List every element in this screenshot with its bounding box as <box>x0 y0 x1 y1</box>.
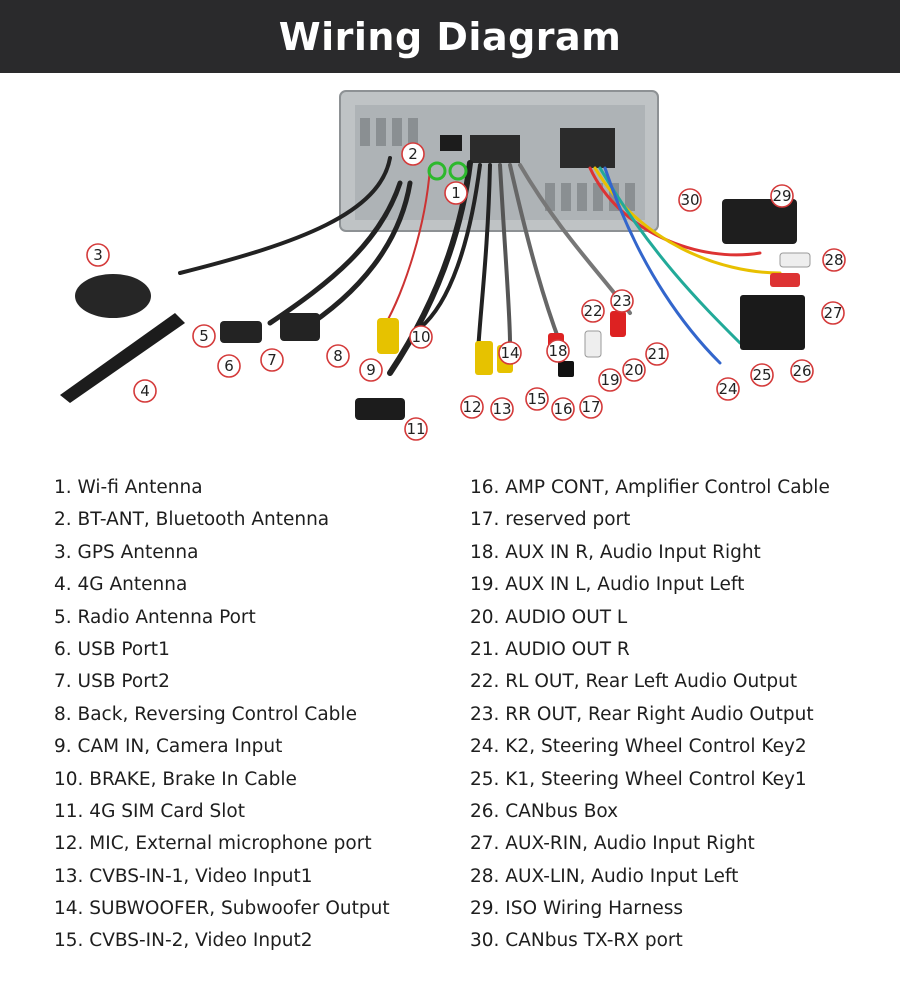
legend-item: 8. Back, Reversing Control Cable <box>54 703 357 725</box>
header-bar <box>0 0 900 73</box>
callout-number: 20 <box>624 361 644 379</box>
callout-17 <box>580 396 602 418</box>
legend-item: 24. K2, Steering Wheel Control Key2 <box>470 736 807 758</box>
callout-number: 15 <box>527 390 547 408</box>
callout-26 <box>791 360 813 382</box>
callout-24 <box>717 378 739 400</box>
callout-20 <box>623 359 645 381</box>
callout-28 <box>823 249 845 271</box>
callout-7 <box>261 349 283 371</box>
callout-number: 17 <box>581 398 601 416</box>
callout-13 <box>491 398 513 420</box>
legend-item: 7. USB Port2 <box>54 671 170 693</box>
legend-item: 27. AUX-RIN, Audio Input Right <box>470 833 755 855</box>
callout-3 <box>87 244 109 266</box>
legend-item: 17. reserved port <box>470 509 631 531</box>
legend-item: 16. AMP CONT, Amplifier Control Cable <box>470 477 830 498</box>
callout-number: 8 <box>333 347 343 365</box>
callout-number: 5 <box>199 327 209 345</box>
callout-number: 4 <box>140 382 150 400</box>
callout-19 <box>599 369 621 391</box>
legend-item: 26. CANbus Box <box>470 800 619 822</box>
callout-number: 12 <box>462 398 482 416</box>
legend-item: 14. SUBWOOFER, Subwoofer Output <box>54 898 390 920</box>
callout-number: 28 <box>824 251 844 269</box>
legend-item: 23. RR OUT, Rear Right Audio Output <box>470 703 814 725</box>
legend-item: 11. 4G SIM Card Slot <box>54 800 245 822</box>
legend-item: 5. Radio Antenna Port <box>54 606 256 628</box>
callout-12 <box>461 396 483 418</box>
legend-item: 4. 4G Antenna <box>54 574 188 596</box>
callout-number: 2 <box>408 145 418 163</box>
callout-number: 1 <box>451 184 461 202</box>
legend-item: 29. ISO Wiring Harness <box>470 898 683 920</box>
legend-right-column <box>470 474 830 960</box>
callout-number: 14 <box>500 344 520 362</box>
callout-number: 13 <box>492 400 512 418</box>
legend-item: 25. K1, Steering Wheel Control Key1 <box>470 768 807 790</box>
callout-number: 16 <box>553 400 573 418</box>
callout-number: 3 <box>93 246 103 264</box>
callout-27 <box>822 302 844 324</box>
callout-8 <box>327 345 349 367</box>
legend-item: 9. CAM IN, Camera Input <box>54 736 283 758</box>
legend-item: 12. MIC, External microphone port <box>54 833 372 855</box>
callout-22 <box>582 300 604 322</box>
callout-5 <box>193 325 215 347</box>
legend-item: 28. AUX-LIN, Audio Input Left <box>470 865 739 887</box>
callout-number: 10 <box>411 328 431 346</box>
legend-item: 10. BRAKE, Brake In Cable <box>54 768 297 790</box>
callout-number: 11 <box>406 420 426 438</box>
legend-item: 1. Wi-fi Antenna <box>54 477 203 498</box>
legend-item: 13. CVBS-IN-1, Video Input1 <box>54 865 313 887</box>
callout-number: 18 <box>548 342 568 360</box>
wiring-illustration <box>0 73 900 470</box>
callout-number: 29 <box>772 187 792 205</box>
callout-18 <box>547 340 569 362</box>
callout-number: 26 <box>792 362 812 380</box>
callout-9 <box>360 359 382 381</box>
callout-number: 9 <box>366 361 376 379</box>
callout-number: 21 <box>647 345 667 363</box>
legend-item: 6. USB Port1 <box>54 638 170 660</box>
callout-29 <box>771 185 793 207</box>
callout-number: 19 <box>600 371 620 389</box>
callout-16 <box>552 398 574 420</box>
legend-item: 30. CANbus TX-RX port <box>470 930 683 952</box>
callout-1 <box>445 182 467 204</box>
callout-10 <box>410 326 432 348</box>
legend-item: 22. RL OUT, Rear Left Audio Output <box>470 671 798 693</box>
legend-item: 2. BT-ANT, Bluetooth Antenna <box>54 509 330 531</box>
callouts <box>87 143 845 440</box>
callout-15 <box>526 388 548 410</box>
legend-item: 21. AUDIO OUT R <box>470 638 630 660</box>
wiring-photo <box>0 73 900 470</box>
legend-item: 3. GPS Antenna <box>54 541 199 563</box>
legend-item: 20. AUDIO OUT L <box>470 606 628 628</box>
callout-number: 22 <box>583 302 603 320</box>
callout-number: 24 <box>718 380 738 398</box>
callout-number: 7 <box>267 351 277 369</box>
callout-14 <box>499 342 521 364</box>
callout-number: 6 <box>224 357 234 375</box>
callout-2 <box>402 143 424 165</box>
callout-number: 27 <box>823 304 843 322</box>
callout-4 <box>134 380 156 402</box>
callout-30 <box>679 189 701 211</box>
callout-number: 23 <box>612 292 632 310</box>
callout-6 <box>218 355 240 377</box>
legend-left-column <box>54 474 390 960</box>
legend-item: 18. AUX IN R, Audio Input Right <box>470 541 761 563</box>
legend-item: 19. AUX IN L, Audio Input Left <box>470 574 745 596</box>
page-title: Wiring Diagram <box>278 14 622 59</box>
callout-23 <box>611 290 633 312</box>
callout-number: 30 <box>680 191 700 209</box>
legend-item: 15. CVBS-IN-2, Video Input2 <box>54 930 313 952</box>
callout-21 <box>646 343 668 365</box>
callout-11 <box>405 418 427 440</box>
callout-25 <box>751 364 773 386</box>
callout-number: 25 <box>752 366 772 384</box>
